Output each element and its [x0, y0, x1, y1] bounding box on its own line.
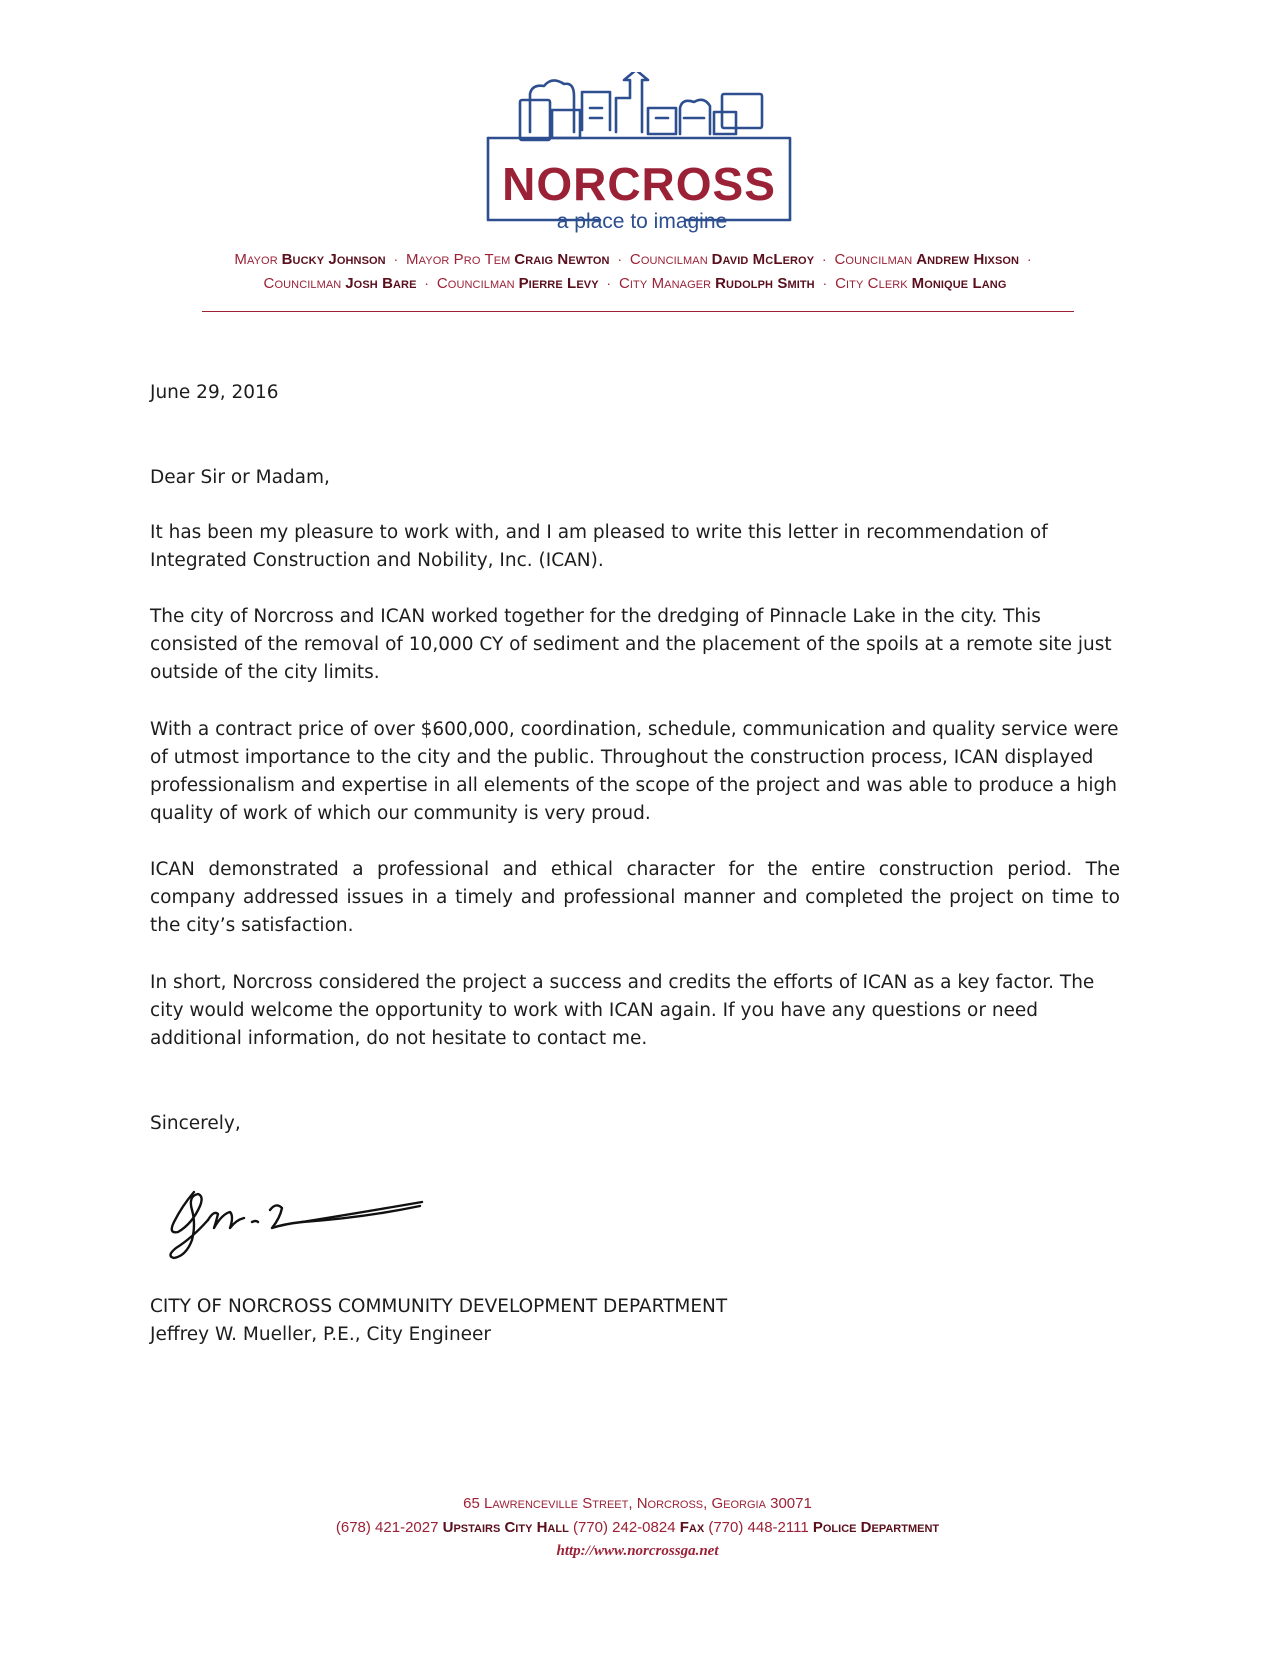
official-name: Andrew Hixson [916, 251, 1020, 268]
separator: · [1026, 252, 1032, 267]
official-title: Councilman [263, 275, 342, 292]
label-fax: Fax [679, 1519, 705, 1536]
separator: · [617, 252, 623, 267]
letter-greeting: Dear Sir or Madam, [150, 467, 330, 488]
body-paragraph-1: It has been my pleasure to work with, and I am pleased to write this letter in recommendation of Integrated Construction and Nobility, Inc. (ICAN). [150, 522, 1048, 571]
official-name: Craig Newton [514, 251, 610, 268]
body-paragraph-2: The city of Norcross and ICAN worked together for the dredging of Pinnacle Lake in the city. This consisted of the removal of 10,000 CY of sediment and the placement of the spoils at a remote site just outside of the city limits. [150, 606, 1112, 683]
official-name: Pierre Levy [518, 275, 599, 292]
letter-closing: Sincerely, [150, 1113, 241, 1134]
separator: · [393, 252, 399, 267]
official-title: Councilman [629, 251, 708, 268]
official-title: City Manager [618, 275, 712, 292]
official-title: Mayor Pro Tem [406, 251, 511, 268]
official-name: David McLeroy [711, 251, 815, 268]
body-paragraph-4: ICAN demonstrated a professional and ethical character for the entire construction period. The company addressed issues in a timely and professional manner and completed the project on time to the city’s satisfaction. [150, 859, 1120, 936]
officials-line-1 [120, 251, 1150, 268]
footer-phones [200, 1519, 1075, 1536]
footer-website-link[interactable]: http://www.norcrossga.net [556, 1543, 719, 1559]
norcross-logo [470, 72, 815, 242]
phone-city-hall: (678) 421-2027 [335, 1519, 439, 1536]
official-title: Councilman [436, 275, 515, 292]
footer-address: 65 Lawrenceville Street, Norcross, Georgia 30071 [463, 1495, 812, 1512]
separator: · [822, 276, 828, 291]
phone-fax: (770) 242-0824 [572, 1519, 676, 1536]
official-name: Monique Lang [911, 275, 1007, 292]
official-title: City Clerk [835, 275, 908, 292]
official-name: Rudolph Smith [715, 275, 815, 292]
official-title: Councilman [834, 251, 913, 268]
official-name: Josh Bare [345, 275, 417, 292]
label-police: Police Department [812, 1519, 940, 1536]
body-paragraph-3: With a contract price of over $600,000, coordination, schedule, communication and quality service were of utmost importance to the city and the public. Throughout the construction process, ICAN displayed professionalism and expertise in all elements of the scope of the project and was able to produce a high quality of work of which our community is very proud. [150, 719, 1119, 824]
signer-name: Jeffrey W. Mueller, P.E., City Engineer [150, 1324, 492, 1345]
logo-tagline: a place to imagine [556, 210, 728, 233]
officials-line-2 [120, 275, 1150, 292]
body-paragraph-5: In short, Norcross considered the project a success and credits the efforts of ICAN as a key factor. The city would welcome the opportunity to work with ICAN again. If you have any questions or need additional information, do not hesitate to contact me. [150, 972, 1095, 1049]
handwritten-signature [152, 1162, 452, 1267]
separator: · [424, 276, 429, 291]
separator: · [606, 276, 612, 291]
official-title: Mayor [234, 251, 278, 268]
separator: · [822, 252, 827, 267]
label-city-hall: Upstairs City Hall [442, 1519, 569, 1536]
official-name: Bucky Johnson [281, 251, 386, 268]
letterhead-divider [202, 311, 1074, 312]
phone-police: (770) 448-2111 [708, 1519, 809, 1536]
department-name: CITY OF NORCROSS COMMUNITY DEVELOPMENT DEPARTMENT [150, 1296, 728, 1317]
letter-date: June 29, 2016 [150, 382, 279, 403]
logo-wordmark: NORCROSS [502, 158, 776, 210]
